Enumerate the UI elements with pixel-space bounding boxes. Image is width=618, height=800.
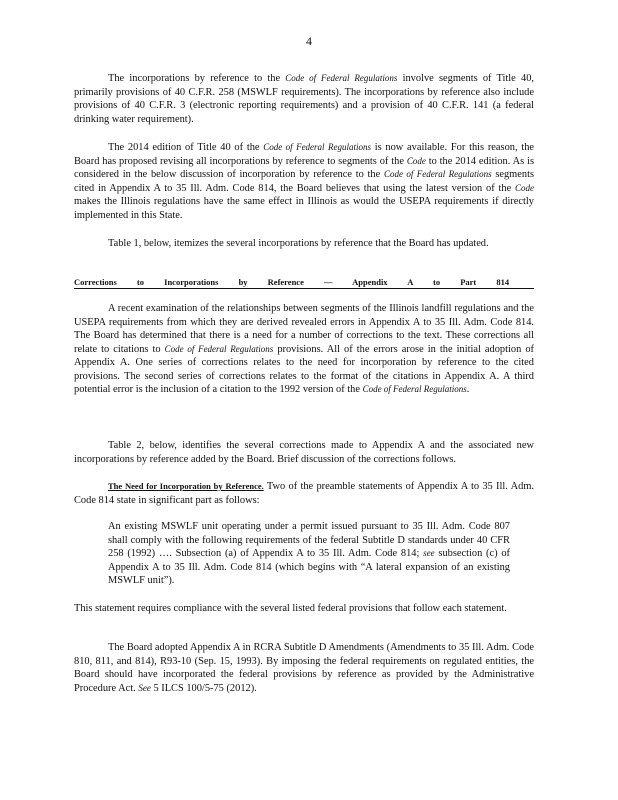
subheading: The Need for Incorporation by Reference. [108,481,264,491]
see-italic: See [138,682,151,693]
text: 5 ILCS 100/5-75 (2012). [150,682,257,694]
see-italic: see [423,548,435,558]
paragraph-need-for-incorporation [74,480,534,507]
cfr-title: Code of Federal Regulations [263,142,371,152]
paragraph-requires-compliance: This statement requires compliance with the several listed federal provisions that follow each statement. [74,603,507,614]
text: segments cited in Appendix A to 35 Ill. Adm. Code 814, the Board believes that using the latest version of the [74,169,534,194]
code-italic: Code [515,182,534,193]
paragraph-table-2: Table 2, below, identifies the several corrections made to Appendix A and the associated new incorporations by reference added by the Board. Brief discussion of the corrections follows. [74,440,534,465]
text: The 2014 edition of Title 40 of the [108,142,264,153]
cfr-title: Code of Federal Regulations [362,384,467,394]
paragraph-incorporations [74,72,534,126]
text: subsection (c) of Appendix A to 35 Ill. Adm. Code 814 (which begins with “A lateral expansion of an existing MSWLF unit”). [108,548,510,586]
text: The Board adopted Appendix A in RCRA Subtitle D Amendments (Amendments to 35 Ill. Adm. Code 810, 811, and 814), R93-10 (Sep. 15, 1993). By imposing the federal requirements on regulated entities, the Board should have incorporated the federal provisions by reference as provided by the Administrative Procedure Act. [74,642,534,694]
paragraph-2014-edition [74,141,534,222]
paragraph-board-adopted [74,641,534,695]
block-quote [108,520,510,588]
text: is now available. For this reason, the Board has proposed revising all incorporations by reference to segments of the [74,142,534,167]
section-heading: Corrections to Incorporations by Reference — Appendix A to Part 814 [74,277,534,289]
text: . [466,384,470,395]
page-number: 4 [306,34,312,48]
text: Two of the preamble statements of Appendix A to 35 Ill. Adm. Code 814 state in significant part as follows: [74,481,534,506]
paragraph-table-1: Table 1, below, itemizes the several incorporations by reference that the Board has updated. [108,238,489,249]
text: to the 2014 edition. As is considered in the below discussion of incorporation by reference to the [74,155,534,180]
cfr-title: Code of Federal Regulations [285,73,398,83]
text: makes the Illinois regulations have the same effect in Illinois as would the USEPA requirements if directly implemented in this State. [74,196,534,221]
code-italic: Code [406,155,426,166]
cfr-title: Code of Federal Regulations [383,169,492,179]
text: provisions. All of the errors arose in the initial adoption of Appendix A. One series of corrections relates to the need for incorporation by reference to the cited provisions. The second series of corrections relates to the format of the citations in Appendix A. A third potential error is the inclusion of a citation to the 1992 version of the [74,343,534,395]
text: The incorporations by reference to the [108,73,286,84]
text: involve segments of Title 40, primarily provisions of 40 C.F.R. 258 (MSWLF requirements). The incorporations by reference also include provisions of 40 C.F.R. 3 (electronic reporting requirements) and a provision of 40 C.F.R. 141 (a federal drinking water requirement). [74,73,535,125]
text: A recent examination of the relationships between segments of the Illinois landfill regulations and the USEPA requirements from which they are derived revealed errors in Appendix A to 35 Ill. Adm. Code 814. The Board has determined that there is a need for a number of corrections to the text. These corrections all relate to citations to [74,303,534,355]
paragraph-recent-examination [74,302,534,397]
text: An existing MSWLF unit operating under a permit issued pursuant to 35 Ill. Adm. Code 807 shall comply with the following requirements of the federal Subtitle D standards under 40 CFR 258 (1992) …. Subsection (a) of Appendix A to 35 Ill. Adm. Code 814; [108,521,510,559]
cfr-title: Code of Federal Regulations [164,343,274,354]
